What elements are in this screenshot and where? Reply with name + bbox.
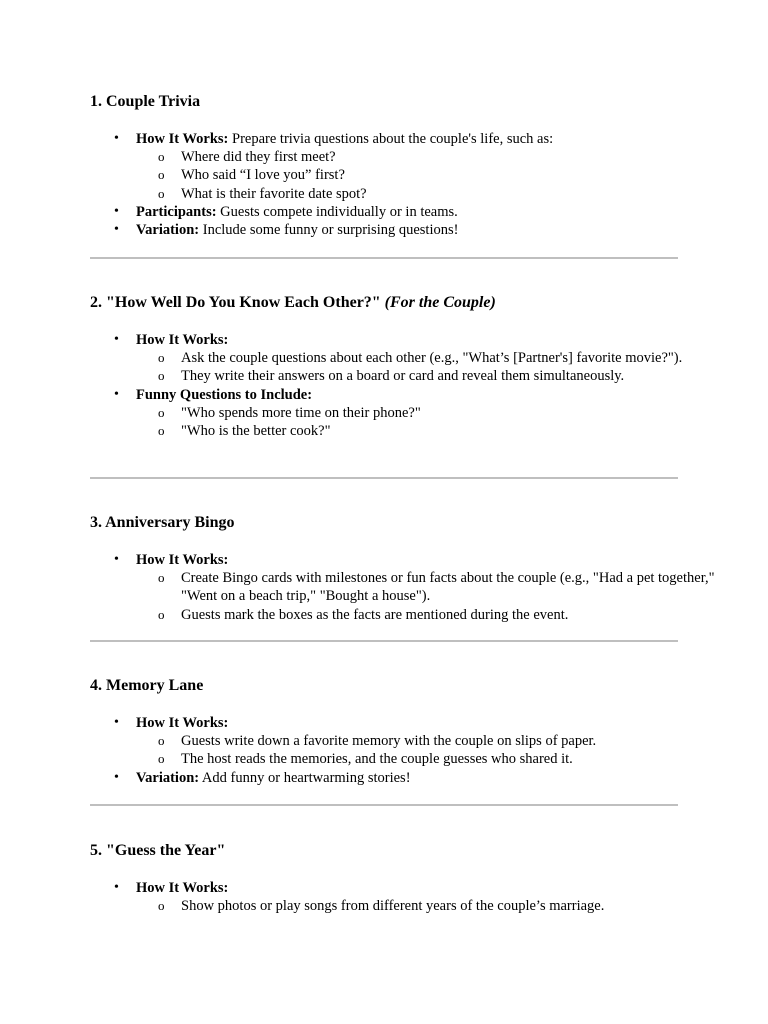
section-divider [90,477,678,479]
bullet-icon: • [114,222,119,238]
section-heading [90,841,678,861]
list-item [90,551,715,624]
sub-item-text: "Who spends more time on their phone?" [181,404,421,421]
sub-bullet-icon: o [158,185,165,201]
heading-note: (For the Couple) [384,294,496,311]
sub-item-text: Who said “I love you” first? [181,167,345,184]
sub-bullet-icon: o [158,167,165,183]
sub-bullet-icon: o [158,733,165,749]
item-label: How It Works: [136,715,229,731]
bullet-icon: • [114,715,119,730]
sub-bullet-icon: o [158,570,165,586]
bullet-icon: • [114,131,119,146]
bullet-list [90,331,683,440]
sub-item-text: Guests mark the boxes as the facts are mentioned during the event. [181,606,569,623]
item-label: Participants: [136,203,217,220]
heading-text: 2. "How Well Do You Know Each Other?" [90,294,385,311]
sub-item-text: They write their answers on a board or card and reveal them simultaneously. [181,368,625,385]
sub-list-item [136,606,723,624]
sub-list [136,732,678,768]
section-divider [90,257,678,259]
item-label: Variation: [136,222,200,239]
bullet-list [90,551,715,624]
item-text: Prepare trivia questions about the couple's life, such as: [228,131,554,147]
sub-list-item [136,569,723,605]
sub-list-item [136,404,723,422]
sub-bullet-icon: o [158,898,165,914]
bullet-icon: • [114,880,119,895]
bullet-icon: • [114,552,119,567]
section-memory-lane [90,676,678,786]
sub-list-item [136,732,723,750]
item-label: Funny Questions to Include: [136,386,313,403]
section-anniversary-bingo [90,513,715,623]
sub-list-item [136,750,723,768]
section-divider [90,804,678,806]
sub-list-item [136,897,723,915]
heading-text: 4. Memory Lane [90,677,204,694]
sub-item-text: What is their favorite date spot? [181,185,367,202]
sub-list-item [136,185,723,203]
heading-text: 3. Anniversary Bingo [90,514,235,531]
sub-item-text: The host reads the memories, and the couple guesses who shared it. [181,751,573,768]
list-item [90,879,678,915]
item-label: How It Works: [136,880,229,896]
section-heading [90,293,678,313]
sub-bullet-icon: o [158,606,165,622]
section-heading [90,676,678,696]
bullet-icon: • [114,332,119,347]
section-couple-trivia [90,92,678,239]
list-item [90,386,678,441]
list-item [90,769,678,787]
heading-text: 1. Couple Trivia [90,93,201,110]
item-text: Include some funny or surprising questions! [199,222,459,239]
sub-list-item [136,349,723,367]
sub-item-text: Where did they first meet? [181,149,336,166]
list-item [90,331,683,386]
item-label: How It Works: [136,552,229,568]
sub-list-item [136,166,723,184]
list-item [90,130,678,203]
bullet-icon: • [114,386,119,402]
sub-bullet-icon: o [158,350,165,366]
list-item [90,203,678,221]
bullet-list [90,714,678,787]
sub-list-item [136,422,723,440]
section-how-well-do-you-know [90,293,683,440]
sub-list [136,349,683,385]
sub-list-item [136,367,723,385]
bullet-icon: • [114,769,119,785]
bullet-list [90,879,678,915]
section-guess-the-year [90,841,678,915]
bullet-list [90,130,678,239]
sub-list [136,569,715,624]
sub-bullet-icon: o [158,368,165,384]
section-heading [90,92,678,112]
item-label: Variation: [136,769,200,786]
list-item [90,221,678,239]
sub-bullet-icon: o [158,751,165,767]
sub-list [136,404,678,440]
heading-text: 5. "Guess the Year" [90,842,226,859]
sub-list [136,897,678,915]
sub-item-text: Create Bingo cards with milestones or fun facts about the couple (e.g., "Had a pet together," "Went on a beach trip," "Bought a house"). [181,570,715,605]
item-label: How It Works: [136,332,229,348]
item-text: Add funny or heartwarming stories! [199,769,411,786]
sub-item-text: "Who is the better cook?" [181,423,331,440]
list-item [90,714,678,769]
sub-item-text: Ask the couple questions about each other (e.g., "What’s [Partner's] favorite movie?"). [181,350,683,367]
sub-item-text: Show photos or play songs from different years of the couple’s marriage. [181,898,605,915]
sub-list-item [136,148,723,166]
section-divider [90,640,678,642]
sub-bullet-icon: o [158,149,165,165]
sub-list [136,148,678,203]
item-text: Guests compete individually or in teams. [216,203,458,220]
sub-bullet-icon: o [158,423,165,439]
section-heading [90,513,678,533]
item-label: How It Works: [136,131,229,147]
sub-item-text: Guests write down a favorite memory with the couple on slips of paper. [181,733,597,750]
bullet-icon: • [114,203,119,219]
sub-bullet-icon: o [158,404,165,420]
